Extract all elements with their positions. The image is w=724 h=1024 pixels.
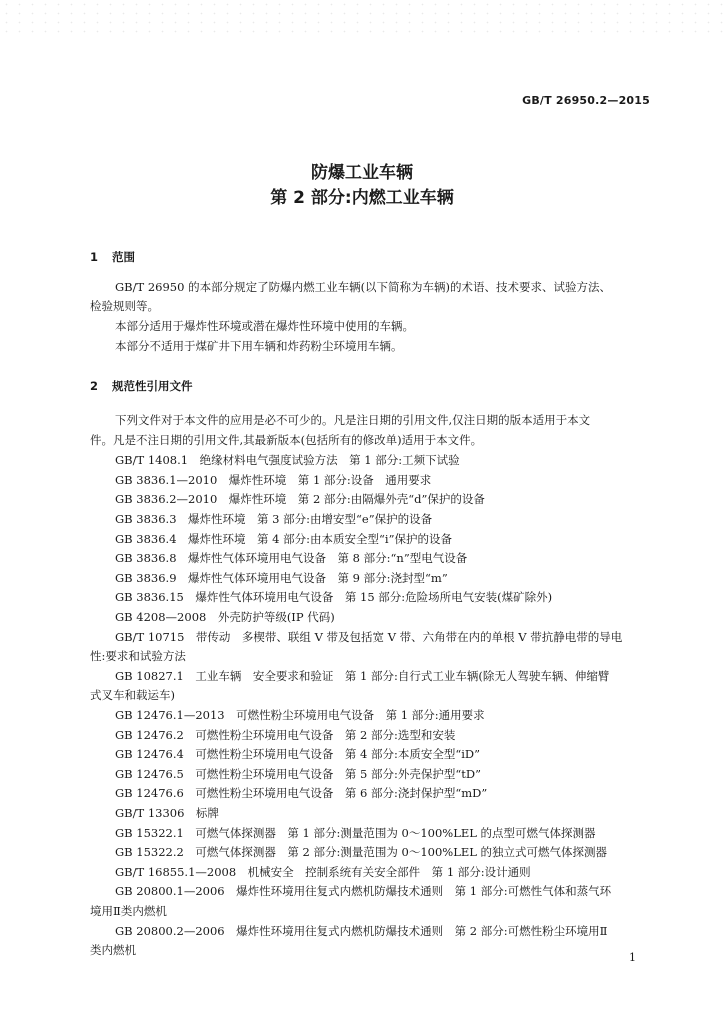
paragraph-line: 本部分不适用于煤矿井下用车辆和炸药粉尘环境用车辆。 (115, 339, 403, 353)
reference-item: GB 3836.3 爆炸性环境 第 3 部分:由增安型“e”保护的设备 (115, 512, 433, 526)
reference-item: GB 15322.2 可燃气体探测器 第 2 部分:测量范围为 0～100%LEL 的独立式可燃气体探测器 (115, 845, 608, 859)
reference-item-continued: 类内燃机 (90, 943, 136, 957)
section-number: 2 (90, 379, 99, 393)
paragraph-line: 检验规则等。 (90, 299, 159, 313)
reference-item: GB 3836.8 爆炸性气体环境用电气设备 第 8 部分:“n”型电气设备 (115, 551, 468, 565)
reference-item: GB/T 1408.1 绝缘材料电气强度试验方法 第 1 部分:工频下试验 (115, 453, 460, 467)
section-1-heading (90, 249, 135, 265)
reference-item: GB/T 13306 标牌 (115, 806, 219, 820)
reference-item: GB 3836.15 爆炸性气体环境用电气设备 第 15 部分:危险场所电气安装(煤矿除外) (115, 590, 553, 604)
reference-item: GB 12476.1—2013 可燃性粉尘环境用电气设备 第 1 部分:通用要求 (115, 708, 485, 722)
document-title-line2: 第 2 部分:内燃工业车辆 (270, 188, 454, 208)
reference-item: GB 15322.1 可燃气体探测器 第 1 部分:测量范围为 0～100%LEL 的点型可燃气体探测器 (115, 826, 596, 840)
scan-noise (0, 0, 724, 34)
standard-number: GB/T 26950.2—2015 (522, 94, 650, 107)
page-number: 1 (629, 951, 636, 964)
reference-item-continued: 式叉车和载运车) (90, 688, 175, 702)
document-title-line1: 防爆工业车辆 (311, 163, 413, 183)
reference-item-continued: 境用Ⅱ类内燃机 (90, 904, 167, 918)
reference-item: GB 3836.2—2010 爆炸性环境 第 2 部分:由隔爆外壳“d”保护的设备 (115, 492, 485, 506)
paragraph-line: GB/T 26950 的本部分规定了防爆内燃工业车辆(以下简称为车辆)的术语、技术要求、试验方法、 (115, 280, 612, 294)
reference-item: GB 20800.2—2006 爆炸性环境用往复式内燃机防爆技术通则 第 2 部分:可燃性粉尘环境用Ⅱ (115, 924, 608, 938)
paragraph-line: 下列文件对于本文件的应用是必不可少的。凡是注日期的引用文件,仅注日期的版本适用于本文 (115, 413, 591, 427)
reference-item: GB/T 16855.1—2008 机械安全 控制系统有关安全部件 第 1 部分:设计通则 (115, 865, 531, 879)
section-number: 1 (90, 250, 99, 264)
reference-item: GB 4208—2008 外壳防护等级(IP 代码) (115, 610, 335, 624)
reference-item: GB 20800.1—2006 爆炸性环境用往复式内燃机防爆技术通则 第 1 部分:可燃性气体和蒸气环 (115, 884, 612, 898)
reference-item: GB 10827.1 工业车辆 安全要求和验证 第 1 部分:自行式工业车辆(除无人驾驶车辆、伸缩臂 (115, 669, 610, 683)
section-title: 范围 (112, 250, 135, 264)
paragraph-line: 件。凡是不注日期的引用文件,其最新版本(包括所有的修改单)适用于本文件。 (90, 433, 483, 447)
reference-item: GB 12476.6 可燃性粉尘环境用电气设备 第 6 部分:浇封保护型“mD” (115, 786, 488, 800)
reference-item: GB 12476.4 可燃性粉尘环境用电气设备 第 4 部分:本质安全型“iD” (115, 747, 481, 761)
reference-item-continued: 性:要求和试验方法 (90, 649, 186, 663)
section-title: 规范性引用文件 (112, 379, 193, 393)
paragraph-line: 本部分适用于爆炸性环境或潜在爆炸性环境中使用的车辆。 (115, 319, 414, 333)
section-2-heading (90, 378, 193, 394)
reference-item: GB 12476.2 可燃性粉尘环境用电气设备 第 2 部分:选型和安装 (115, 728, 456, 742)
reference-item: GB 3836.1—2010 爆炸性环境 第 1 部分:设备 通用要求 (115, 473, 432, 487)
reference-item: GB 3836.4 爆炸性环境 第 4 部分:由本质安全型“i”保护的设备 (115, 532, 452, 546)
reference-item: GB/T 10715 带传动 多楔带、联组 V 带及包括宽 V 带、六角带在内的单根 V 带抗静电带的导电 (115, 630, 623, 644)
reference-item: GB 12476.5 可燃性粉尘环境用电气设备 第 5 部分:外壳保护型“tD” (115, 767, 481, 781)
reference-item: GB 3836.9 爆炸性气体环境用电气设备 第 9 部分:浇封型“m” (115, 571, 448, 585)
